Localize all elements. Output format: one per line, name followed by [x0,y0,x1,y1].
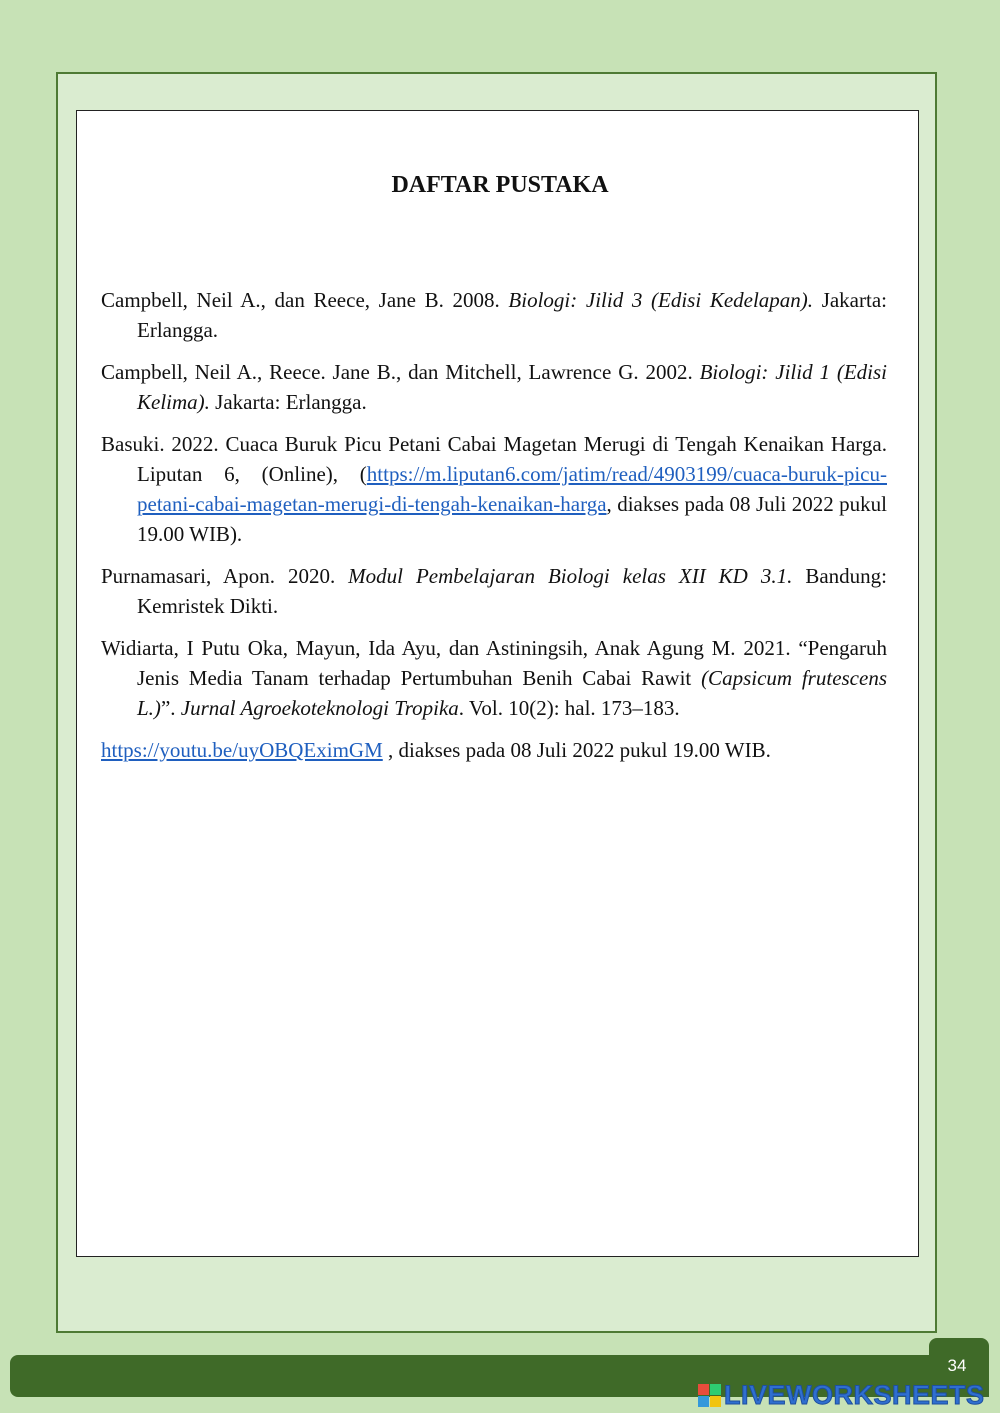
reference-item [101,633,887,723]
page-number: 34 [947,1356,967,1375]
journal-name: Jurnal Agroekoteknologi Tropika [180,696,459,720]
reference-title: Biologi: Jilid 1 (Edisi Kelima). [137,360,887,414]
reference-title: (Capsicum frutescens L.) [137,666,887,720]
reference-title: Biologi: Jilid 3 (Edisi Kedelapan). [508,288,814,312]
reference-text: , diakses pada 08 Juli 2022 pukul 19.00 WIB). [137,492,887,546]
liveworksheets-watermark [698,1380,985,1410]
reference-item [101,429,887,549]
reference-text: Basuki. 2022. Cuaca Buruk Picu Petani Cabai Magetan Merugi di Tengah Kenaikan Harga. Liputan 6, (Online), ( [101,432,887,486]
reference-text: Jakarta: Erlangga. [137,288,887,342]
reference-text: Purnamasari, Apon. 2020. [101,564,349,588]
liveworksheets-logo-icon [698,1384,721,1407]
reference-title: Modul Pembelajaran Biologi kelas XII KD 3.1. [348,564,793,588]
reference-text: Jakarta: Erlangga. [209,390,367,414]
page-title: DAFTAR PUSTAKA [391,172,609,198]
watermark-text: LIVEWORKSHEETS [724,1379,985,1410]
reference-text: , diakses pada 08 Juli 2022 pukul 19.00 WIB. [382,738,771,762]
reference-text: Widiarta, I Putu Oka, Mayun, Ida Ayu, dan Astiningsih, Anak Agung M. 2021. “Pengaruh Jenis Media Tanam terhadap Pertumbuhan Benih Cabai Rawit [101,636,887,690]
reference-link[interactable]: https://m.liputan6.com/jatim/read/4903199/cuaca-buruk-picu-petani-cabai-magetan-merugi-di-tengah-kenaikan-harga [137,462,887,516]
reference-text: ”. [160,696,181,720]
reference-item [101,561,887,621]
reference-item [101,357,887,417]
reference-item [101,285,887,345]
reference-link[interactable]: https://youtu.be/uyOBQEximGM [101,738,383,762]
reference-text: . Vol. 10(2): hal. 173–183. [458,696,680,720]
reference-list [101,285,887,777]
reference-text: Campbell, Neil A., Reece. Jane B., dan Mitchell, Lawrence G. 2002. [101,360,700,384]
reference-text: Bandung: Kemristek Dikti. [137,564,887,618]
reference-text: Campbell, Neil A., dan Reece, Jane B. 2008. [101,288,509,312]
reference-item [101,735,887,765]
